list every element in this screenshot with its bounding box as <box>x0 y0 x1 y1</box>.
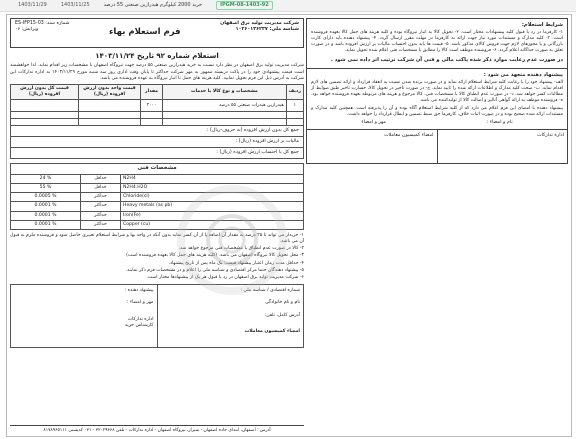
full-name-label: نام و نام خانوادگی <box>265 300 300 306</box>
total-with-vat: جمع کل با احتساب ارزش افزوده (ریال) : <box>10 148 304 159</box>
cell: ۲۰۰۰ <box>141 100 163 112</box>
sum-words: جمع کل بدون ارزش افزوده (به حروف-ریال) : <box>10 126 304 137</box>
spec-param: Heavy metals (as pb) <box>121 202 304 211</box>
doc-meta <box>11 19 74 47</box>
top-bar <box>0 0 576 12</box>
final-commission: امضاء کمیسیون معاملات <box>384 133 434 139</box>
spec-row <box>11 220 304 229</box>
spec-limit: حداکثر <box>81 202 121 211</box>
bidder-info <box>157 285 304 347</box>
tender-date-end: 1403/11/29 <box>18 2 47 9</box>
form-header <box>10 18 304 48</box>
bidder-label: پیشنهاد دهنده : <box>124 288 154 294</box>
spec-limit: حداکثر <box>81 193 121 202</box>
conditions-box <box>306 18 568 69</box>
inquiry-form <box>10 18 304 434</box>
economic-id-label: شماره اقتصادی / شناسه ملی : <box>240 288 300 294</box>
commitments-title: پیشنهاد دهنده متعهد می شود : <box>483 72 563 79</box>
final-procurement: اداره تدارکات <box>437 130 568 163</box>
table-row-blank <box>11 112 304 119</box>
name-sign-label: نام و امضاء : <box>486 119 513 125</box>
commitments-box <box>306 69 568 130</box>
org-block <box>216 19 303 47</box>
procurement-office: اداره تدارکات <box>127 316 154 322</box>
note-item: ۳- محل تحویل کالا نیروگاه اصفهان می باشد. (کلیه هزینه های حمل کالا بعهده فروشنده است) <box>126 253 304 259</box>
table-row <box>11 100 304 112</box>
spec-param: N2H4 <box>121 174 304 183</box>
col-header: قیمت واحد بدون ارزش افزوده (ریال) <box>79 85 141 100</box>
spec-value: 0.0001 % <box>11 211 81 220</box>
commitments-text: الف- پیشنهاد خود را با رعایت کلیه شرایط استعلام ارائه نماید و در صورت برنده شدن نسبت به انعقاد قرارداد و ارائه تضمین های لازم اقدام نماید. ب- صحت کلیه مدارک و اطلاعات ارائه شده را تایید نماید. ج- در صورت تاخیر در تحویل کالا، خسارت تاخیر طبق ضوابط از مطالبات کسر خواهد شد. د- در صورت عدم انطباق کالا با مشخصات فنی، کالا مرجوع و هزینه های مربوطه بعهده فروشنده خواهد بود. ه- فروشنده موظف به ارائه گواهی آنالیز و اصالت کالا از تولیدکننده می باشد. <box>311 80 563 104</box>
purchase-expert: کارشناس خرید <box>124 322 154 328</box>
items-table <box>10 84 304 126</box>
spec-value: 0.0001 % <box>11 202 81 211</box>
spec-value: 0.0001 % <box>11 220 81 229</box>
inquiry-document <box>6 14 572 437</box>
doc-number: ES-IFP15-03 :شماره سند <box>15 21 70 26</box>
org-name: شرکت مدیریت تولید برق اصفهان <box>220 21 299 26</box>
spec-row <box>11 211 304 220</box>
spec-table <box>10 174 304 230</box>
note-item: ۵- پیشنهاد دهندگان حتما مرکز اقتصادی و شناسه ملی را اعلام و در مشخصات فرم ذکر نمایند. <box>125 267 304 273</box>
note-item: ۱- خریدار می تواند تا ۲۵ درصد به مقدار آن اضافه یا از آن کسر نماید بدون آنکه در واحد بها و شرایط استعلام تغییری حاصل شود و فروشنده ملزم به قبول آن می باشد. <box>10 232 304 245</box>
spec-param: N2H4.H2O <box>121 183 304 192</box>
spec-param: Copper (cu) <box>121 220 304 229</box>
spec-value: 55 % <box>11 183 81 192</box>
tender-code[interactable]: IPGM-08-1403-92 <box>216 1 273 10</box>
note-item: ۴- حداقل مدت زمان اعتبار پیشنهاد قیمت: یک ماه پس از تاریخ پیشنهاد. <box>168 260 304 266</box>
conditions-column <box>306 18 568 434</box>
col-header: مشخصات و نوع کالا یا خدمات <box>163 85 287 100</box>
spec-title: مشخصات فنی <box>10 163 304 173</box>
spec-param: Iron(Fe) <box>121 211 304 220</box>
col-header: مقدار <box>141 85 163 100</box>
cell-empty[interactable] <box>79 100 141 112</box>
col-header: ردیف <box>286 85 303 100</box>
conditions-text: ۱- کارفرما در رد یا قبول کلیه پیشنهادات مختار است. ۲- تحویل کالا به انبار نیروگاه بوده و کلیه هزینه های حمل کالا بعهده فروشنده است. ۳- کلیه مدارک و مستندات مورد نیاز جهت ارائه به کارفرما در مهلت مقرر ارسال گردد. ۴- پیشنهاد دهنده باید دارای کارت بازرگانی و یا مجوزهای لازم جهت فروش کالای مذکور باشد. ۵- قیمت ها باید بدون احتساب مالیات بر ارزش افزوده باشد و در صورت تعلق به صورت جداگانه اعلام گردد. ۶- فروشنده موظف است کالا را مطابق با مشخصات فنی اعلام شده تحویل نماید. <box>311 30 563 54</box>
spec-value: 0.0005 % <box>11 193 81 202</box>
org-national-id: شناسه ملی: ۱۰۲۶۰۱۳۶۲۴۷ <box>235 27 299 33</box>
conditions-title: شرایط استعلام: <box>521 22 563 28</box>
bidder-sign <box>11 285 157 347</box>
note-item: ۶- شرکت مدیریت تولید برق اصفهان در رد یا قبول هر یک از پیشنهادها مختار است. <box>146 275 304 281</box>
doc-version: ویرایش: ۰۶ <box>15 27 39 33</box>
spec-limit: حداقل <box>81 174 121 183</box>
final-sign-row <box>306 130 568 164</box>
inquiry-number-line: استعلام شماره ۹۲ تاریخ ۱۴۰۳/۱۱/۲۴ <box>95 52 219 60</box>
declaration-text: پیشنهاد دهنده با امضای این فرم اعلام می دارد که از کلیه شرایط استعلام آگاه بوده و آن را پذیرفته است. همچنین کلیه مدارک و مستندات ارائه شده صحیح بوده و در صورت اثبات خلاف، کارفرما حق ضبط تضمین و ابطال قرارداد را خواهد داشت. <box>311 105 563 117</box>
spec-limit: حداکثر <box>81 220 121 229</box>
spec-row <box>11 193 304 202</box>
col-header: قیمت کل بدون ارزش افزوده (ریال) <box>11 85 79 100</box>
stamp-label: مهر و امضاء : <box>126 300 154 306</box>
signature-box <box>10 284 304 348</box>
cell: هیدرازین هیدرات صنعتی ۵۵ درصد <box>163 100 287 112</box>
address-label: آدرس کامل، تلفن: <box>264 312 300 318</box>
spec-limit: حداکثر <box>81 211 121 220</box>
footer-address: آدرس : اصفهان، ابتدای جاده اصفهان - شیراز، نیروگاه اصفهان - اداره تدارکات - تلفن ۳۲۰۲۹۳۶۸ - ۰۳۱ کدپستی ۸۱۷۸۹۶۵۱۱۱ <box>10 425 304 434</box>
form-title: فرم استعلام بهاء <box>109 27 181 38</box>
spec-value: 24 % <box>11 174 81 183</box>
inquiry-intro: شرکت مدیریت تولید برق اصفهان در نظر دارد نسبت به خرید هیدرازین صنعتی ۵۵ درصد جهت نیروگاه اصفهان با مشخصات زیر اقدام نماید. لذا خواهشمند است قیمت پیشنهادی خود را در پاکت دربسته ممهور به مهر شرکت حداکثر تا پایان وقت اداری روز سه شنبه مورخ ۱۴۰۳/۱۱/۲۹ به اداره تدارکات این شرکت به آدرس ذیل این فرم تحویل نمایید. کلیه هزینه های حمل تا انبار نیروگاه به عهده فروشنده می باشد. <box>10 63 304 81</box>
spec-row <box>11 183 304 192</box>
rejection-note: در صورت عدم رعایت موارد ذکر شده پاکت مالی و فنی آن شرکت ترتیب اثر داده نمی شود . <box>330 57 563 64</box>
vat-line: مالیات بر ارزش افزوده (ریال) : <box>10 137 304 148</box>
cell: ۱ <box>286 100 303 112</box>
commission-sign: امضاء کمیسیون معاملات <box>244 328 300 334</box>
spec-param: Chloride(cl) <box>121 193 304 202</box>
stamp-sign-label: مهر و امضاء <box>361 119 386 125</box>
spec-row <box>11 202 304 211</box>
note-item: ۲- کالا در صورت عدم انطباق با مشخصات فنی مرجوع خواهد شد. <box>178 246 304 252</box>
commitments-sign <box>311 120 563 126</box>
tender-title: خرید 2000 کیلوگرم هیدرازین صنعتی 55 درصد <box>103 2 203 9</box>
table-row-blank <box>11 119 304 126</box>
tender-date-start: 1403/11/25 <box>60 2 90 9</box>
spec-row <box>11 174 304 183</box>
cell-empty[interactable] <box>11 100 79 112</box>
notes <box>10 233 304 281</box>
spec-limit: حداقل <box>81 183 121 192</box>
